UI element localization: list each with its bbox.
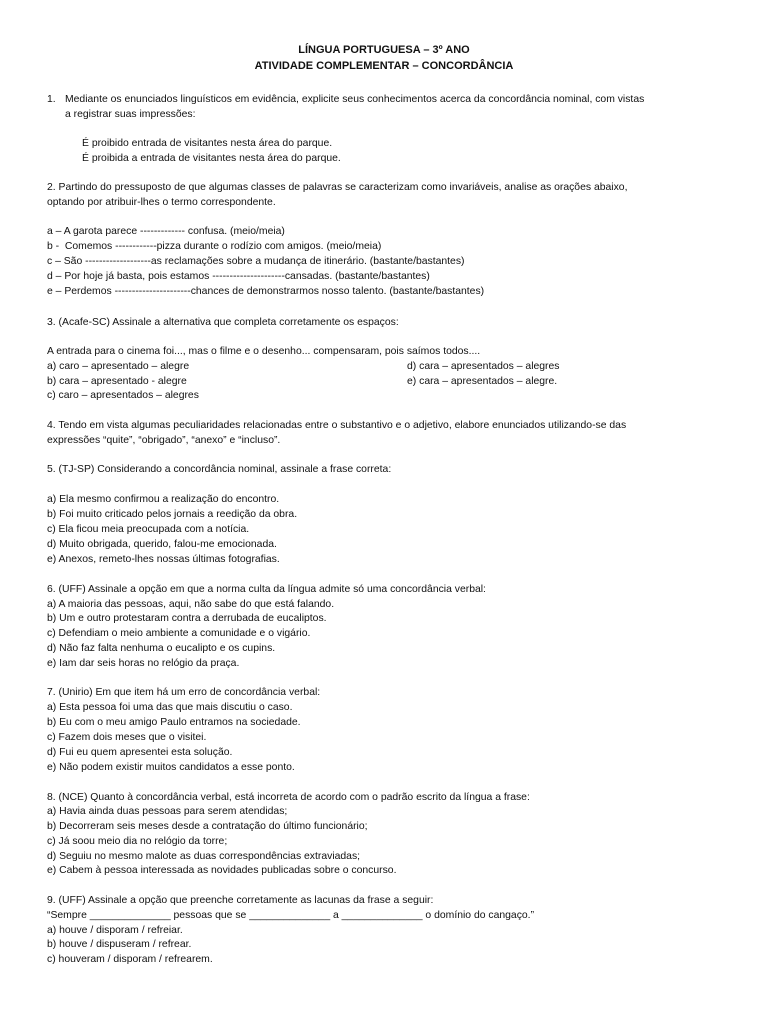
q4-text-line2: expressões “quite”, “obrigado”, “anexo” e “incluso”.: [47, 435, 281, 446]
q2-text-line2: optando por atribuir-lhes o termo correspondente.: [47, 197, 276, 208]
q2-item-d: d – Por hoje já basta, pois estamos ---------------------cansadas. (bastante/bastantes): [47, 271, 430, 282]
q7-text: 7. (Unirio) Em que item há um erro de concordância verbal:: [47, 687, 321, 698]
q8-option-e: e) Cabem à pessoa interessada as novidades publicadas sobre o concurso.: [47, 865, 397, 876]
q8-option-a: a) Havia ainda duas pessoas para serem atendidas;: [47, 806, 288, 817]
q2-item-a: a – A garota parece ------------- confusa. (meio/meia): [47, 226, 285, 237]
q5-option-d: d) Muito obrigada, querido, falou-me emocionada.: [47, 539, 277, 550]
q3-option-c: c) caro – apresentados – alegres: [47, 390, 199, 401]
q8-option-c: c) Já soou meio dia no relógio da torre;: [47, 836, 228, 847]
q9-option-b: b) houve / dispuseram / refrear.: [47, 939, 192, 950]
q3-option-d: d) cara – apresentados – alegres: [407, 361, 560, 372]
q2-text-line1: 2. Partindo do pressuposto de que algumas classes de palavras se caracterizam como invariáveis, analise as orações abaixo,: [47, 182, 628, 193]
q3-option-e: e) cara – apresentados – alegre.: [407, 376, 558, 387]
q1-text-line2: a registrar suas impressões:: [65, 109, 196, 120]
q6-option-d: d) Não faz falta nenhuma o eucalipto e os cupins.: [47, 643, 276, 654]
q8-option-d: d) Seguiu no mesmo malote as duas correspondências extraviadas;: [47, 851, 361, 862]
q3-sentence: A entrada para o cinema foi..., mas o filme e o desenho... compensaram, pois saímos todos....: [47, 346, 481, 357]
q7-option-e: e) Não podem existir muitos candidatos a esse ponto.: [47, 762, 295, 773]
q7-option-b: b) Eu com o meu amigo Paulo entramos na sociedade.: [47, 717, 301, 728]
q1-number: 1.: [47, 94, 56, 105]
q6-option-e: e) Iam dar seis horas no relógio da praça.: [47, 658, 240, 669]
q9-text: 9. (UFF) Assinale a opção que preenche corretamente as lacunas da frase a seguir:: [47, 895, 434, 906]
q3-text: 3. (Acafe-SC) Assinale a alternativa que completa corretamente os espaços:: [47, 317, 399, 328]
q1-example-1: É proibido entrada de visitantes nesta área do parque.: [82, 138, 333, 149]
document-subtitle: ATIVIDADE COMPLEMENTAR – CONCORDÂNCIA: [254, 60, 514, 72]
q5-option-b: b) Foi muito criticado pelos jornais a reedição da obra.: [47, 509, 298, 520]
q9-sentence: “Sempre ______________ pessoas que se ______________ a ______________ o domínio do cangaço.”: [47, 910, 535, 921]
q1-text-line1: Mediante os enunciados linguísticos em evidência, explicite seus conhecimentos acerca da concordância nominal, com vistas: [65, 94, 645, 105]
q3-option-b: b) cara – apresentado - alegre: [47, 376, 187, 387]
q9-option-c: c) houveram / disporam / refrearem.: [47, 954, 213, 965]
q9-option-a: a) houve / disporam / refreiar.: [47, 925, 183, 936]
q6-option-a: a) A maioria das pessoas, aqui, não sabe do que está falando.: [47, 599, 335, 610]
q7-option-c: c) Fazem dois meses que o visitei.: [47, 732, 207, 743]
q2-item-c: c – São -------------------as reclamações sobre a mudança de itinerário. (bastante/bastantes): [47, 256, 465, 267]
q5-option-a: a) Ela mesmo confirmou a realização do encontro.: [47, 494, 280, 505]
q8-option-b: b) Decorreram seis meses desde a contratação do último funcionário;: [47, 821, 368, 832]
q1-example-2: É proibida a entrada de visitantes nesta área do parque.: [82, 153, 341, 164]
q6-text: 6. (UFF) Assinale a opção em que a norma culta da língua admite só uma concordância verbal:: [47, 584, 486, 595]
q6-option-b: b) Um e outro protestaram contra a derrubada de eucaliptos.: [47, 613, 327, 624]
q5-text: 5. (TJ-SP) Considerando a concordância nominal, assinale a frase correta:: [47, 464, 392, 475]
q3-option-a: a) caro – apresentado – alegre: [47, 361, 190, 372]
q5-option-e: e) Anexos, remeto-lhes nossas últimas fotografias.: [47, 554, 280, 565]
q7-option-a: a) Esta pessoa foi uma das que mais discutiu o caso.: [47, 702, 293, 713]
q7-option-d: d) Fui eu quem apresentei esta solução.: [47, 747, 233, 758]
q2-item-b: b - Comemos ------------pizza durante o rodízio com amigos. (meio/meia): [47, 241, 382, 252]
document-title: LÍNGUA PORTUGUESA – 3º ANO: [298, 44, 470, 56]
q6-option-c: c) Defendiam o meio ambiente a comunidade e o vigário.: [47, 628, 311, 639]
q5-option-c: c) Ela ficou meia preocupada com a notícia.: [47, 524, 250, 535]
q4-text-line1: 4. Tendo em vista algumas peculiaridades relacionadas entre o substantivo e o adjetivo, elabore enunciados utilizando-se das: [47, 420, 627, 431]
q2-item-e: e – Perdemos ----------------------chances de demonstrarmos nosso talento. (bastante/bastantes): [47, 286, 485, 297]
q8-text: 8. (NCE) Quanto à concordância verbal, está incorreta de acordo com o padrão escrito da língua a frase:: [47, 792, 530, 803]
